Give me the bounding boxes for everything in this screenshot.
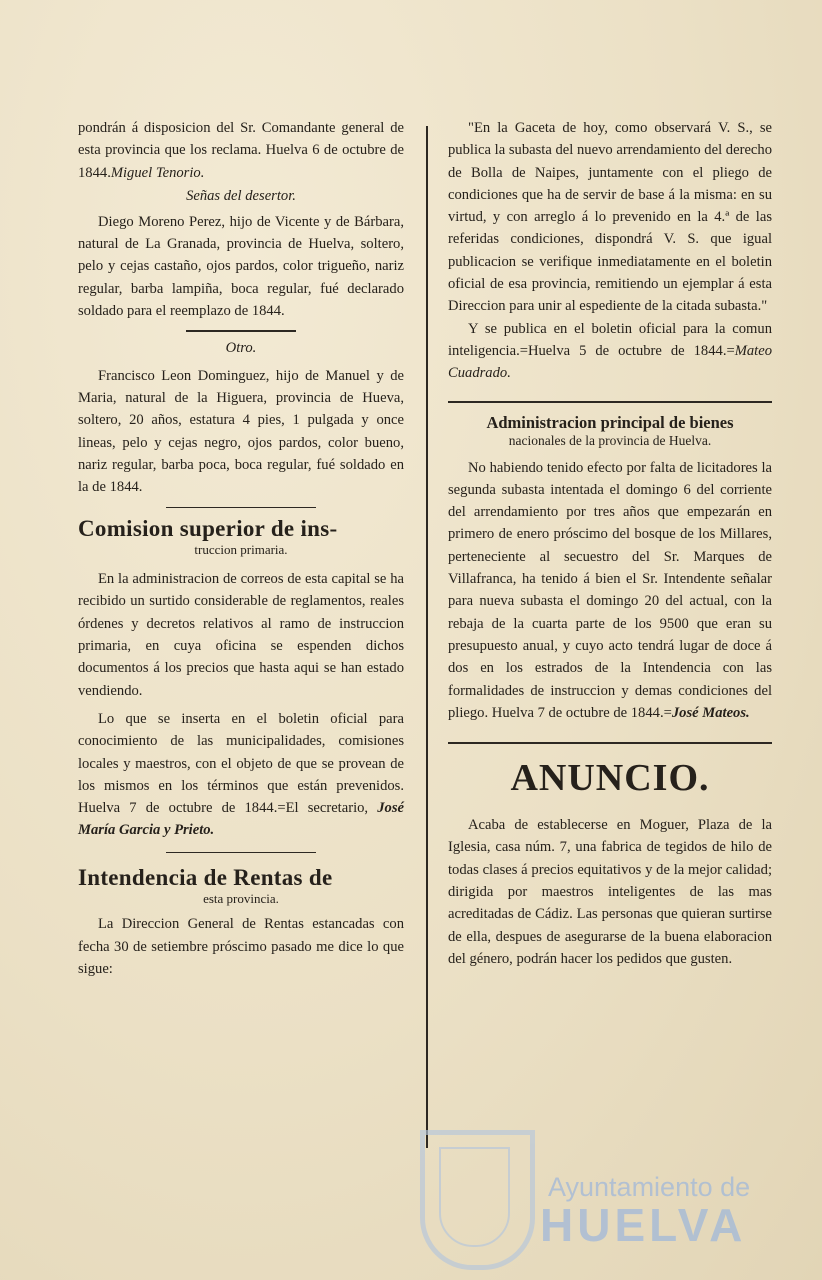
publication-signature: Mateo Cuadrado. bbox=[448, 342, 772, 382]
subasta-paragraph: No habiendo tenido efecto por falta de licitadores la segunda subasta intentada el domingo 6 del corriente del arrendamiento por tres años que empezarán en primero de enero próscimo del bosque de los Millares, perteneciente al secuestro del Sr. Marques de Villafranca, ha tenido á bien el Sr. Intendente señalar para nueva subasta el domingo 20 del actual, con la rebaja de la cuarta parte de los 9500 que eran su presupuesto anual, y cuyo acto tendrá lugar de doce á dos en los estrados de la Intendencia con las formalidades de instruccion y demas condiciones del pliego. Huelva 7 de octubre de 1844.=José Mateos. bbox=[448, 459, 772, 721]
comision-heading: Comision superior de ins- bbox=[78, 516, 338, 542]
intendencia-heading: Intendencia de Rentas de bbox=[78, 865, 333, 891]
desertor-description-1: Diego Moreno Perez, hijo de Vicente y de Bárbara, natural de La Granada, provincia de Huelva, soltero, pelo y cejas castaño, ojos pardos, color trigueño, nariz regular, barba lampiña, boca regular, fué declarado soldado para el reemplazo de 1844. bbox=[78, 213, 404, 320]
desertor-notice-text: pondrán á disposicion del Sr. Comandante general de esta provincia que los reclama. Huelva 6 de octubre de 1844.Miguel Tenorio. bbox=[78, 120, 404, 181]
administracion-heading: Administracion principal de bienes bbox=[486, 412, 734, 432]
intendencia-subheading: esta provincia. bbox=[203, 891, 279, 907]
anuncio-heading: ANUNCIO. bbox=[510, 757, 710, 800]
comision-subheading: truccion primaria. bbox=[194, 542, 288, 558]
column-divider bbox=[426, 126, 428, 1148]
desertor-notice-signature: Miguel Tenorio. bbox=[110, 164, 205, 181]
publication-paragraph: Y se publica en el boletin oficial para la comun inteligencia.=Huelva 5 de octubre de 1844.=Mateo Cuadrado. bbox=[448, 320, 772, 382]
subasta-signature: José Mateos. bbox=[671, 704, 750, 721]
intendencia-paragraph: La Direccion General de Rentas estancadas con fecha 30 de setiembre próscimo pasado me dice lo que sigue: bbox=[78, 916, 404, 977]
senas-heading: Señas del desertor. bbox=[186, 187, 296, 204]
comision-paragraph-1: En la administracion de correos de esta capital se ha recibido un surtido considerable de reglamentos, reales órdenes y decretos relativos al ramo de instruccion primaria, en cuya oficina se espenden dichos documentos á los precios que hasta aqui se han estado vendiendo. bbox=[78, 571, 404, 699]
divider bbox=[186, 330, 296, 332]
otro-heading: Otro. bbox=[225, 339, 257, 356]
watermark-text-top: Ayuntamiento de bbox=[548, 1172, 751, 1202]
section-divider bbox=[448, 401, 772, 403]
left-column bbox=[78, 117, 404, 980]
administracion-subheading: nacionales de la provincia de Huelva. bbox=[508, 432, 712, 448]
gaceta-paragraph: "En la Gaceta de hoy, como observará V. S., se publica la subasta del nuevo arrendamiento del derecho de Bolla de Naipes, juntamente con el pliego de condiciones que ha de servir de base á la misma: en su virtud, y con arreglo á lo prevenido en la 4.ª de las referidas condiciones, dispondrá V. S. que igual publicacion se verifique inmediatamente en el boletin oficial de esa provincia, remitiendo un ejemplar á esta Direccion para unir al espediente de la citada subasta." bbox=[448, 120, 772, 315]
anuncio-paragraph: Acaba de establecerse en Moguer, Plaza de la Iglesia, casa núm. 7, una fabrica de tegidos de hilo de todas clases á precios equitativos y de la mejor calidad; dirigida por maestros inteligentes de las mas acreditadas de Cádiz. Las personas que quieran surtirse de ella, despues de asegurarse de la buena elaboracion del género, podrán hacer los pedidos que gusten. bbox=[448, 817, 772, 967]
desertor-description-2: Francisco Leon Dominguez, hijo de Manuel y de Maria, natural de la Higuera, provincia de Hueva, soltero, 20 años, estatura 4 pies, 1 pulgada y once lineas, pelo y cejas negro, ojos pardos, color bueno, nariz regular, barba poca, boca regular, fué soldado en la de 1844. bbox=[78, 367, 404, 496]
divider bbox=[166, 507, 316, 509]
comision-paragraph-2: Lo que se inserta en el boletin oficial para conocimiento de las municipalidades, comisiones locales y maestros, con el objeto de que se provean de los mismos en los términos que están prevenidos. Huelva 7 de octubre de 1844.=El secretario, José María Garcia y Prieto. bbox=[78, 710, 404, 839]
comision-signature: José María Garcia y Prieto. bbox=[78, 800, 404, 839]
section-divider bbox=[448, 742, 772, 744]
watermark-shield-icon bbox=[420, 1130, 535, 1270]
right-column bbox=[448, 117, 772, 970]
watermark-text-bottom: HUELVA bbox=[540, 1199, 747, 1251]
divider bbox=[166, 852, 316, 854]
